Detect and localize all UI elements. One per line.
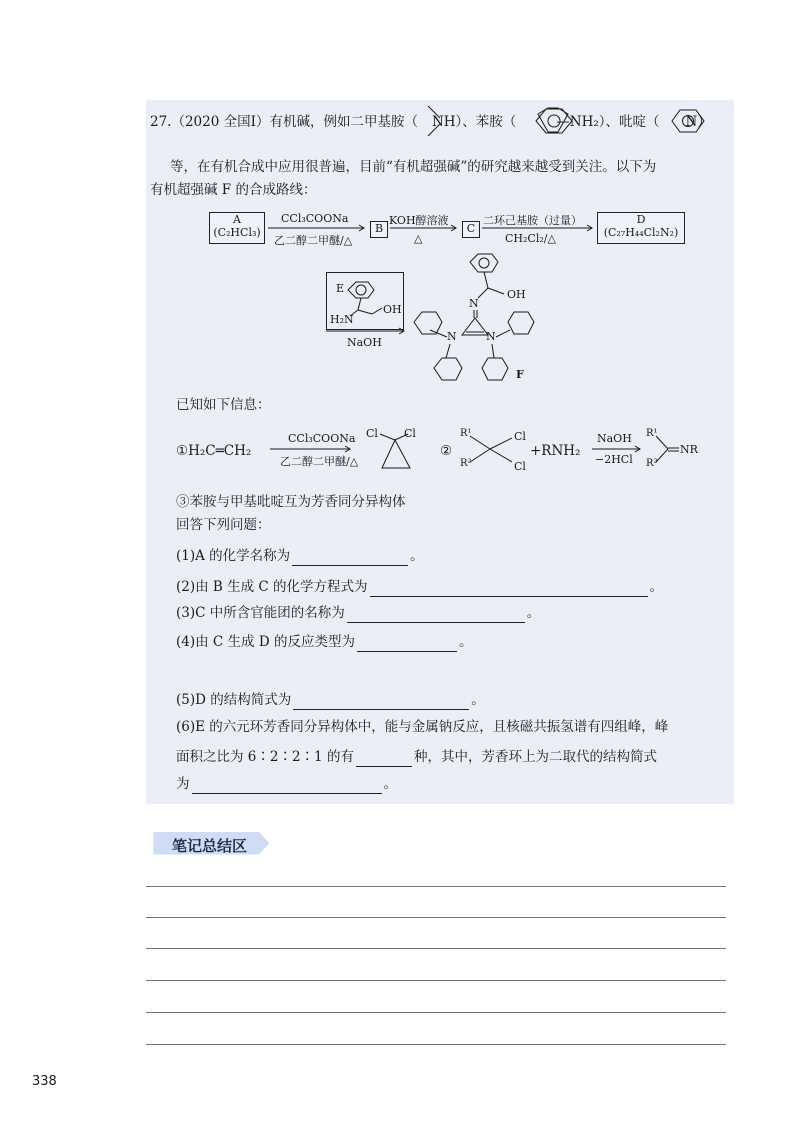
question-4 <box>176 632 472 652</box>
period: 。 <box>410 548 424 564</box>
known-2-r2: R² <box>460 458 472 469</box>
step1-condition: 乙二醇二甲醚/△ <box>274 234 353 247</box>
known-2-product-r1: R¹ <box>646 428 658 439</box>
question-4-text: (4)由 C 生成 D 的反应类型为 <box>176 634 355 650</box>
compound-e-amine: H₂N <box>330 313 354 326</box>
known-2-condition: −2HCl <box>595 453 633 466</box>
question-5-text: (5)D 的结构简式为 <box>176 692 292 708</box>
compound-d-label: D <box>636 213 646 226</box>
known-2-r1: R¹ <box>460 428 472 439</box>
question-6-line-1: (6)E 的六元环芳香同分异构体中，能与金属钠反应，且核磁共振氢谱有四组峰，峰 <box>176 719 669 735</box>
question-1-text: (1)A 的化学名称为 <box>176 548 291 564</box>
answer-blank-3[interactable] <box>347 608 525 623</box>
paren-close: ） <box>697 114 711 130</box>
known-1-num: ① <box>176 443 189 459</box>
cyclopropane-cl-2: Cl <box>404 427 416 440</box>
pyridine-n: N <box>685 114 698 130</box>
known-2-num: ② <box>440 443 453 459</box>
compound-b-box: B <box>370 221 388 238</box>
compound-f-label: F <box>516 368 524 381</box>
compound-c-box: C <box>462 221 480 238</box>
question-2 <box>176 577 663 597</box>
page-number: 338 <box>32 1074 57 1089</box>
question-line-2: 等，在有机合成中应用很普遍，目前“有机超强碱”的研究越来越受到关注。以下为 <box>170 159 657 175</box>
note-line-4 <box>146 980 726 981</box>
question-6-line-2 <box>176 747 657 767</box>
step1-reagent: CCl₃COONa <box>281 212 349 225</box>
answer-blank-6a[interactable] <box>356 752 412 767</box>
compound-e-label: E <box>336 282 345 295</box>
known-2-product-nr: NR <box>680 443 698 456</box>
compound-a-box <box>209 212 265 244</box>
known-title: 已知如下信息： <box>176 397 271 413</box>
answer-intro: 回答下列问题： <box>176 517 271 533</box>
period: 。 <box>526 605 541 621</box>
step3-condition: CH₂Cl₂/△ <box>505 232 556 245</box>
question-2-text: (2)由 B 生成 C 的化学方程式为 <box>176 579 368 595</box>
period: 。 <box>458 634 473 650</box>
answer-blank-1[interactable] <box>292 551 408 566</box>
compound-d-formula: (C₂₇H₄₄Cl₂N₂) <box>603 226 679 239</box>
compound-a-formula: (C₂HCl₃) <box>213 226 261 239</box>
note-line-3 <box>146 948 726 949</box>
period: 。 <box>383 776 397 792</box>
known-1-reactant: H₂C═CH₂ <box>188 443 252 459</box>
step3-reagent: 二环己基胺（过量） <box>483 214 582 227</box>
answer-blank-4[interactable] <box>357 637 457 652</box>
question-3 <box>176 603 540 623</box>
known-2-cl-top: Cl <box>514 430 526 443</box>
notes-title: 笔记总结区 <box>172 837 248 855</box>
known-1-condition: 乙二醇二甲醚/△ <box>280 455 359 468</box>
step2-condition: △ <box>414 232 423 245</box>
compound-a-label: A <box>233 213 241 226</box>
note-line-2 <box>146 917 726 918</box>
question-6-text-b: 种，其中，芳香环上为二取代的结构简式 <box>413 749 657 765</box>
known-2-cl-bottom: Cl <box>514 460 526 473</box>
aniline-label: —NH₂）、吡啶（ <box>556 114 660 130</box>
question-6-line-3 <box>176 774 397 794</box>
note-line-5 <box>146 1012 726 1013</box>
question-1 <box>176 546 424 566</box>
known-2-reagent: NaOH <box>597 432 632 445</box>
step2-reagent: KOH醇溶液 <box>389 214 449 227</box>
known-2-plus-amine: +RNH₂ <box>530 443 581 459</box>
cyclopropane-cl-1: Cl <box>366 427 378 440</box>
compound-f-hydroxyl: OH <box>507 288 526 301</box>
compound-f-amine-n-left: N <box>447 330 457 343</box>
question-6-text-a: 面积之比为 6∶2∶2∶1 的有 <box>176 749 354 765</box>
dimethylamine-label: NH）、苯胺（ <box>431 114 517 130</box>
compound-f-amine-n-right: N <box>486 330 496 343</box>
question-line-3: 有机超强碱 F 的合成路线： <box>150 182 317 198</box>
compound-e-hydroxyl: OH <box>383 303 402 316</box>
known-1-reagent: CCl₃COONa <box>288 432 356 445</box>
known-1 <box>176 441 251 461</box>
answer-blank-6b[interactable] <box>192 779 382 794</box>
period: 。 <box>649 579 664 595</box>
question-intro: 27.（2020 全国Ⅰ）有机碱，例如二甲基胺（ <box>150 114 418 130</box>
question-line-1 <box>150 112 711 132</box>
known-2-product-r2: R² <box>646 458 658 469</box>
question-5 <box>176 690 485 710</box>
answer-blank-5[interactable] <box>293 695 469 710</box>
answer-blank-2[interactable] <box>370 582 648 597</box>
period: 。 <box>471 692 485 708</box>
note-line-6 <box>146 1044 726 1045</box>
question-6-text-c: 为 <box>176 776 190 792</box>
compound-d-box <box>597 212 685 244</box>
compound-f-imine-n: N <box>469 297 479 310</box>
known-3: ③苯胺与甲基吡啶互为芳香同分异构体 <box>176 494 406 510</box>
question-3-text: (3)C 中所含官能团的名称为 <box>176 605 345 621</box>
step4-reagent: NaOH <box>347 336 382 349</box>
note-line-1 <box>146 886 726 887</box>
